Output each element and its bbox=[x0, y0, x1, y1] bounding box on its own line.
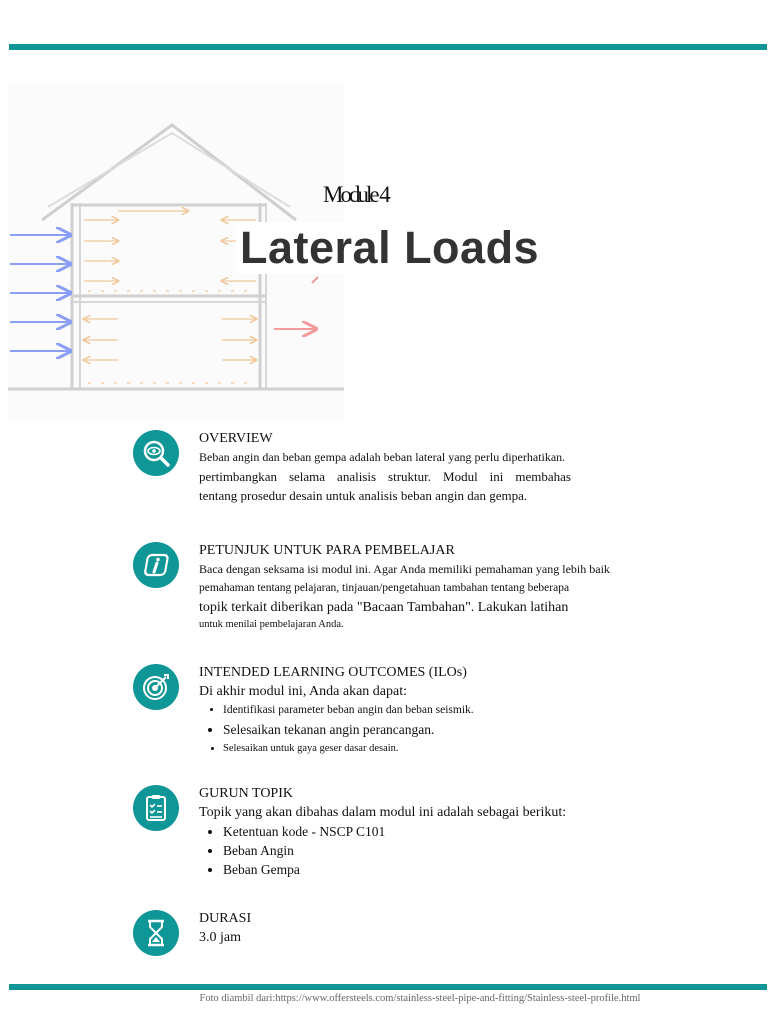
overview-line: tentang prosedur desain untuk analisis beban angin dan gempa. bbox=[199, 488, 528, 503]
roof-inner bbox=[48, 133, 290, 207]
wind-arrows bbox=[10, 235, 70, 351]
list-item: • Beban Gempa bbox=[223, 860, 659, 879]
topics-heading: GURUN TOPIK bbox=[199, 786, 293, 801]
magnifier-eye-icon bbox=[133, 430, 179, 476]
instructions-line: topik terkait diberikan pada "Bacaan Tambahan". Lakukan latihan bbox=[199, 600, 569, 615]
overview-content bbox=[199, 430, 659, 505]
outlet-arrow bbox=[274, 277, 318, 329]
topics-intro: Topik yang akan dibahas dalam modul ini adalah sebagai berikut: bbox=[199, 805, 567, 820]
duration-heading: DURASI bbox=[199, 911, 252, 926]
info-icon bbox=[133, 542, 179, 588]
topics-list bbox=[199, 822, 659, 879]
ilos-list bbox=[199, 701, 659, 758]
topics-content bbox=[199, 785, 659, 879]
top-accent-rule bbox=[9, 44, 767, 50]
list-item: • Selesaikan tekanan angin perancangan. bbox=[223, 720, 659, 739]
target-icon bbox=[133, 664, 179, 710]
list-item: • Selesaikan untuk gaya geser dasar desain. bbox=[223, 739, 659, 758]
instructions-line: pemahaman tentang pelajaran, tinjauan/pengetahuan tambahan tentang beberapa bbox=[199, 582, 570, 594]
instructions-line: Baca dengan seksama isi modul ini. Agar Anda memiliki pemahaman yang lebih baik bbox=[199, 562, 610, 576]
overview-line: pertimbangkan selama analisis struktur. Modul ini membahas bbox=[199, 469, 571, 484]
overview-line: Beban angin dan beban gempa adalah beban lateral yang perlu diperhatikan. bbox=[199, 450, 566, 464]
ilos-heading: INTENDED LEARNING OUTCOMES (ILOs) bbox=[199, 665, 467, 680]
instructions-content bbox=[199, 542, 659, 633]
ilos-intro: Di akhir modul ini, Anda akan dapat: bbox=[199, 684, 408, 699]
module-label: Module 4 bbox=[323, 182, 388, 207]
duration-value: 3.0 jam bbox=[199, 930, 241, 945]
hourglass-icon bbox=[133, 910, 179, 956]
duration-content bbox=[199, 910, 659, 947]
instructions-line: untuk menilai pembelajaran Anda. bbox=[199, 619, 344, 630]
list-item: • Identifikasi parameter beban angin dan beban seismik. bbox=[223, 701, 659, 720]
page-title: Lateral Loads bbox=[236, 222, 543, 274]
list-item: • Beban Angin bbox=[223, 841, 659, 860]
list-item: • Ketentuan kode - NSCP C101 bbox=[223, 822, 659, 841]
photo-credit: Foto diambil dari:https://www.offersteels.com/stainless-steel-pipe-and-fitting/Stainless-steel-profile.html bbox=[199, 993, 641, 1004]
clipboard-list-icon bbox=[133, 785, 179, 831]
bottom-accent-rule bbox=[9, 984, 767, 990]
ilos-content bbox=[199, 664, 659, 758]
instructions-heading: PETUNJUK UNTUK PARA PEMBELAJAR bbox=[199, 543, 455, 558]
overview-heading: OVERVIEW bbox=[199, 431, 273, 446]
